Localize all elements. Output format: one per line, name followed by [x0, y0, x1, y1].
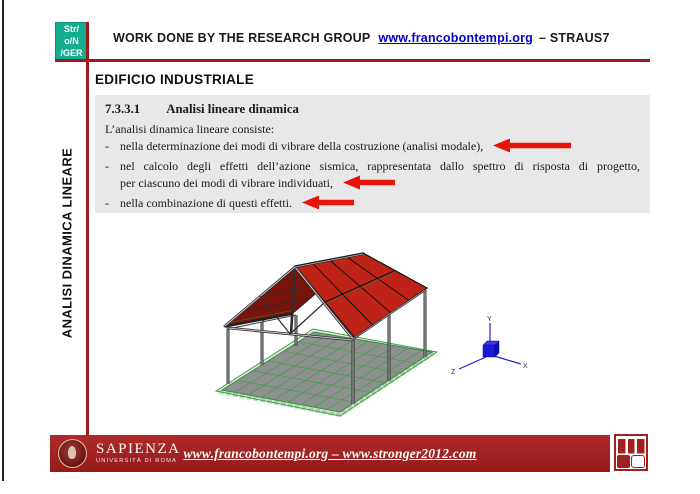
bullet-row-3	[105, 195, 640, 215]
bullet-text: nella determinazione dei modi di vibrare della costruzione (analisi modale),	[120, 139, 484, 153]
header-title-text: WORK DONE BY THE RESEARCH GROUP	[113, 31, 371, 45]
sapienza-subtitle: UNIVERSITÀ DI ROMA	[96, 458, 177, 465]
fbo-seal-glyphs	[617, 437, 645, 454]
vertical-rule	[86, 22, 89, 435]
axis-label-y: Y	[487, 316, 492, 323]
fbo-seal-dot	[617, 455, 630, 468]
left-border-line	[2, 0, 4, 481]
roof-front-slope	[295, 253, 427, 338]
axis-label-z: Z	[451, 369, 456, 376]
bullet-text-line2: per ciascuno dei modi di vibrare individuati,	[120, 176, 333, 190]
red-arrow-icon	[493, 138, 571, 158]
stronger-logo-line2: o/N	[64, 36, 79, 46]
header-rule	[55, 59, 650, 62]
bullet-row-2	[105, 158, 640, 195]
sidebar-vertical-label: ANALISI DINAMICA LINEARE	[59, 147, 75, 339]
fbo-seal-bottom	[617, 455, 645, 468]
bullet-text-line1: nel calcolo degli effetti dell’azione sismica, rappresentata dallo spettro di risposta di progetto,	[120, 159, 640, 173]
red-arrow-icon	[302, 195, 354, 215]
axis-label-x: X	[523, 363, 528, 370]
section-heading-title: Analisi lineare dinamica	[166, 102, 299, 116]
bullet-text-wrap	[120, 158, 640, 195]
section-heading-number: 7.3.3.1	[105, 102, 141, 116]
bullet-text-wrap	[120, 138, 640, 158]
bullet-dash: -	[105, 196, 109, 210]
header-suffix: – STRAUS7	[539, 31, 610, 45]
fbo-seal-logo	[614, 434, 648, 471]
header-title	[113, 31, 610, 45]
axis-triad	[451, 316, 528, 376]
header-link[interactable]: www.francobontempi.org	[378, 31, 534, 45]
stronger-logo	[55, 22, 88, 60]
bullet-text-wrap	[120, 195, 640, 215]
intro-text: L’analisi dinamica lineare consiste:	[105, 122, 275, 136]
bullet-row-1	[105, 138, 640, 158]
footer-band	[50, 435, 610, 472]
fbo-seal-ring	[631, 455, 646, 468]
stronger-logo-line3: /GER	[60, 48, 83, 58]
bullet-text-line2-wrap	[120, 175, 640, 195]
content-box	[95, 95, 650, 213]
bullet-text: nella combinazione di questi effetti.	[120, 196, 293, 210]
stronger-logo-line1: Str/	[63, 24, 79, 34]
structure-figure	[185, 238, 535, 433]
bullet-dash: -	[105, 139, 109, 153]
footer-link[interactable]: www.francobontempi.org – www.stronger2012.com	[183, 445, 477, 461]
red-arrow-icon	[343, 175, 395, 195]
section-heading	[105, 102, 640, 117]
sapienza-wordmark: SAPIENZA	[96, 441, 181, 458]
page-title: EDIFICIO INDUSTRIALE	[95, 72, 255, 87]
bullet-dash: -	[105, 159, 109, 173]
